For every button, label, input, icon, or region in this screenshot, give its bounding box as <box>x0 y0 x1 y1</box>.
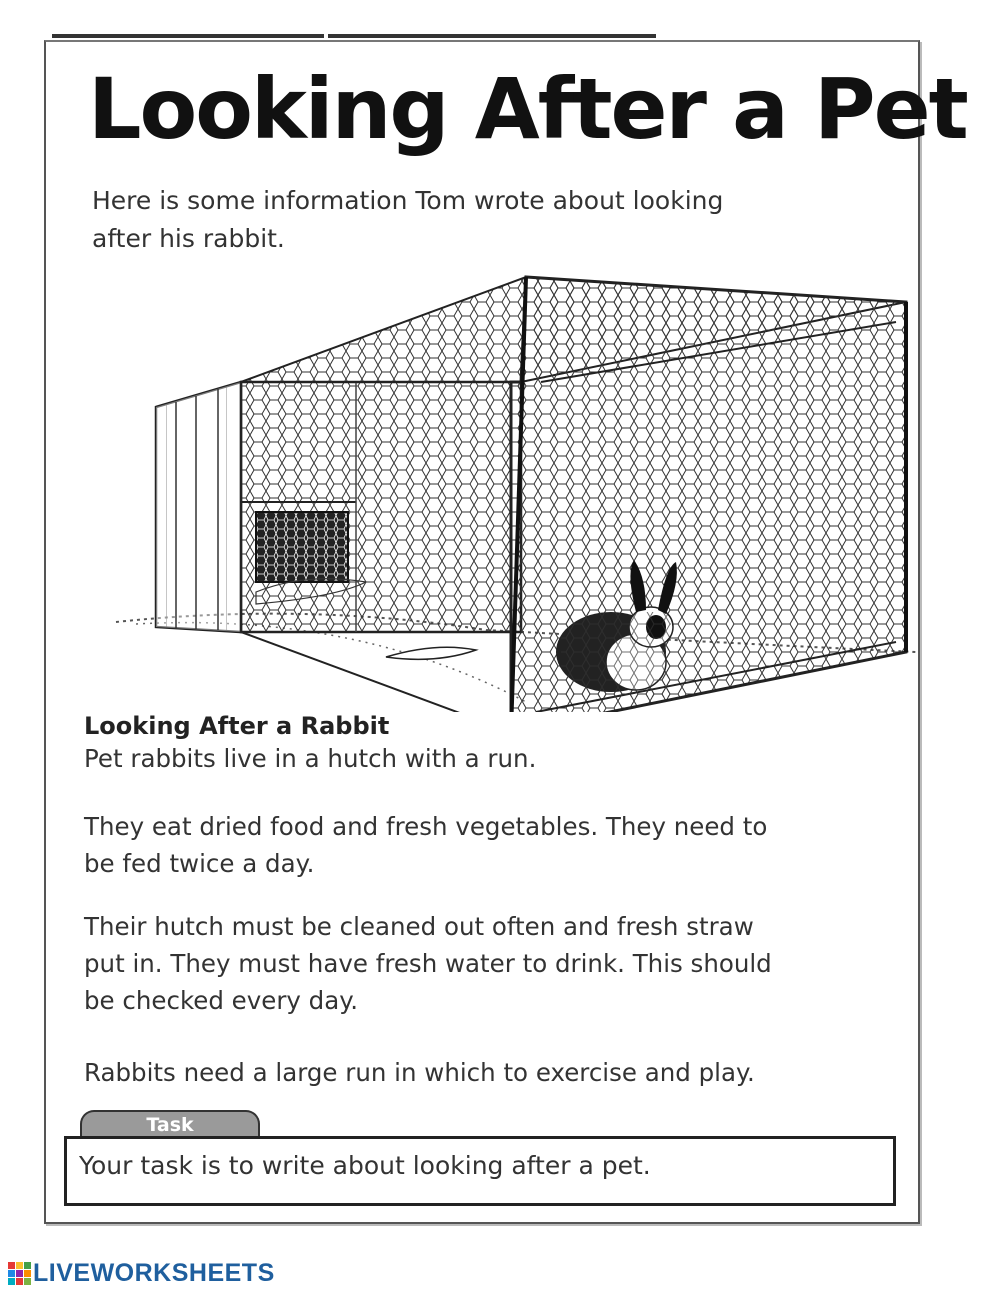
paragraph-food-line-2: be fed twice a day. <box>84 849 315 878</box>
liveworksheets-brand[interactable] <box>8 1260 275 1286</box>
worksheet-page <box>44 40 967 1224</box>
paragraph-food <box>84 808 884 882</box>
task-box <box>64 1136 896 1206</box>
task-tab: Task <box>80 1110 260 1140</box>
rabbit-info-section <box>84 712 884 773</box>
paragraph-hutch: Pet rabbits live in a hutch with a run. <box>84 744 537 773</box>
paragraph-exercise: Rabbits need a large run in which to exercise and play. <box>84 1058 755 1087</box>
paragraph-cleaning-line-1: Their hutch must be cleaned out often and fresh straw <box>84 912 754 941</box>
intro-line-2: after his rabbit. <box>92 224 285 253</box>
intro-line-1: Here is some information Tom wrote about looking <box>92 186 724 215</box>
paragraph-food-line-1: They eat dried food and fresh vegetables. They need to <box>84 812 768 841</box>
section-heading: Looking After a Rabbit <box>84 712 390 740</box>
task-text: Your task is to write about looking after a pet. <box>79 1151 651 1180</box>
paragraph-cleaning <box>84 908 884 1019</box>
paragraph-cleaning-line-2: put in. They must have fresh water to drink. This should <box>84 949 772 978</box>
liveworksheets-logo-icon <box>8 1262 30 1284</box>
brand-name: LIVEWORKSHEETS <box>33 1258 275 1287</box>
top-tab-left <box>52 34 324 38</box>
worksheet-title: Looking After a Pet <box>88 60 967 158</box>
rabbit-hutch-illustration <box>106 232 926 712</box>
paragraph-cleaning-line-3: be checked every day. <box>84 986 359 1015</box>
top-tab-right <box>328 34 656 38</box>
